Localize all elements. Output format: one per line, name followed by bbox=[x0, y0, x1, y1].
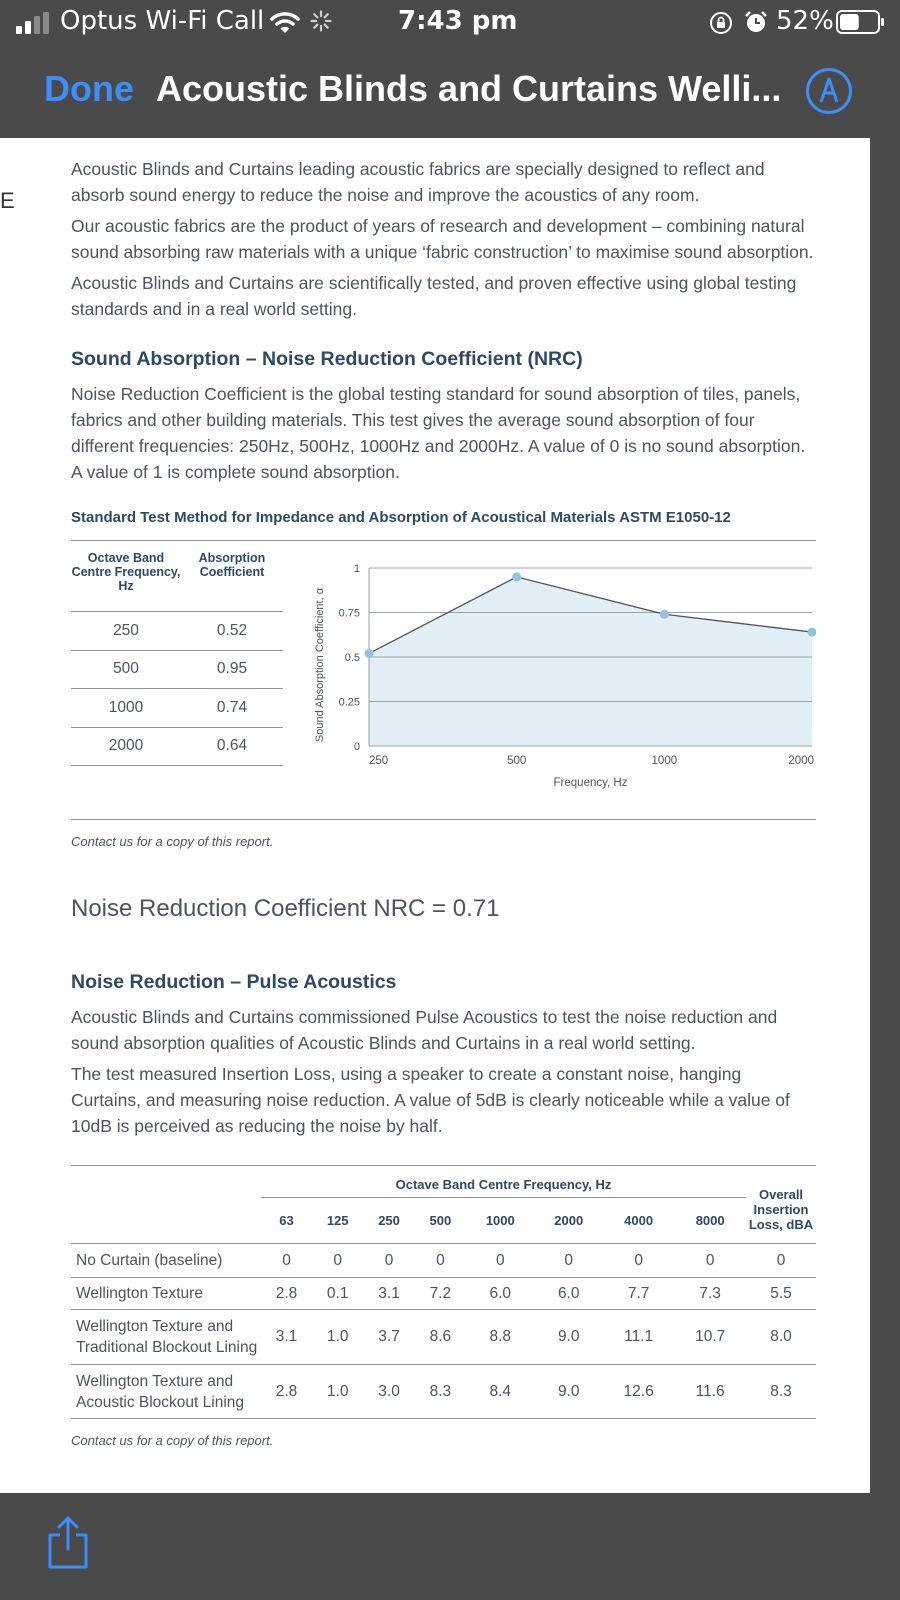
alarm-icon bbox=[744, 10, 768, 34]
table-row bbox=[71, 1244, 816, 1278]
row-label: Wellington Texture and Traditional Blockout Lining bbox=[71, 1310, 261, 1365]
coefficient-cell: 0.64 bbox=[216, 737, 248, 755]
value-cell: 0 bbox=[466, 1244, 534, 1278]
x-tick-label: 2000 bbox=[788, 755, 814, 767]
row-label: Wellington Texture bbox=[71, 1278, 261, 1310]
empty-header bbox=[71, 1198, 261, 1244]
value-cell: 1.0 bbox=[312, 1365, 363, 1419]
overall-cell: 5.5 bbox=[746, 1278, 816, 1310]
frequency-header: 2000 bbox=[554, 1213, 584, 1228]
value-cell: 9.0 bbox=[535, 1310, 603, 1365]
value-cell: 8.6 bbox=[415, 1310, 466, 1365]
value-cell: 3.1 bbox=[261, 1310, 312, 1365]
value-cell: 8.4 bbox=[466, 1365, 534, 1419]
frequency-cell: 2000 bbox=[108, 737, 144, 755]
document-page[interactable] bbox=[0, 138, 870, 1493]
table-bottom-rule bbox=[71, 765, 283, 766]
nav-bar bbox=[0, 44, 900, 138]
nrc-description: Noise Reduction Coefficient is the global testing standard for sound absorption of tiles, panels, fabrics and other building materials. This test gives the average sound absorption of four different frequencies: 250Hz, 500Hz, 1000Hz and 2000Hz. A value of 0 is no sound absorption. A value of 1 is complete sound absorption. bbox=[71, 384, 806, 482]
table-row bbox=[71, 611, 283, 650]
value-cell: 2.8 bbox=[261, 1278, 312, 1310]
frequency-header: 125 bbox=[326, 1213, 349, 1228]
y-tick-label: 0 bbox=[353, 741, 360, 753]
y-tick-label: 1 bbox=[353, 563, 360, 575]
y-tick-label: 0.75 bbox=[338, 607, 360, 620]
frequency-cell: 500 bbox=[113, 660, 139, 678]
pulse-heading: Noise Reduction – Pulse Acoustics bbox=[71, 971, 397, 993]
table-row bbox=[71, 1365, 816, 1419]
y-tick-label: 0.25 bbox=[338, 696, 360, 709]
value-cell: 2.8 bbox=[261, 1365, 312, 1419]
y-tick-label: 0.5 bbox=[344, 652, 360, 664]
x-tick-label: 250 bbox=[369, 755, 389, 767]
coefficient-cell: 0.52 bbox=[216, 621, 248, 639]
frequency-cell: 1000 bbox=[108, 698, 144, 716]
x-axis-label: Frequency, Hz bbox=[553, 777, 628, 789]
frequency-header: 500 bbox=[429, 1213, 452, 1228]
done-button[interactable]: Done bbox=[44, 68, 134, 109]
frequency-header: 250 bbox=[378, 1213, 400, 1228]
value-cell: 3.0 bbox=[363, 1365, 414, 1419]
value-cell: 1.0 bbox=[312, 1310, 363, 1365]
absorption-chart bbox=[311, 541, 816, 811]
absorption-table-header bbox=[71, 551, 283, 611]
overall-cell: 0 bbox=[746, 1244, 816, 1278]
frequency-header: 1000 bbox=[485, 1213, 515, 1228]
overall-cell: 8.0 bbox=[746, 1310, 816, 1365]
value-cell: 11.1 bbox=[603, 1310, 674, 1365]
value-cell: 0 bbox=[261, 1244, 312, 1278]
frequency-header: 4000 bbox=[624, 1213, 654, 1228]
pulse-paragraph: Acoustic Blinds and Curtains commissioned Pulse Acoustics to test the noise reduction and sound absorption qualities of Acoustic Blinds and Curtains in a real world setting. bbox=[71, 1007, 778, 1053]
value-cell: 9.0 bbox=[535, 1365, 603, 1419]
x-tick-label: 1000 bbox=[651, 755, 678, 767]
table-row bbox=[71, 1278, 816, 1310]
overall-cell: 8.3 bbox=[746, 1365, 816, 1419]
value-cell: 0 bbox=[603, 1244, 674, 1278]
empty-header bbox=[71, 1166, 261, 1198]
area-fill bbox=[369, 577, 812, 746]
value-cell: 6.0 bbox=[535, 1278, 603, 1310]
coefficient-cell: 0.74 bbox=[216, 698, 248, 716]
value-cell: 0 bbox=[535, 1244, 603, 1278]
table-header-row bbox=[71, 1166, 816, 1198]
y-axis-label: Sound Absorption Coefficient, α bbox=[314, 587, 326, 743]
value-cell: 12.6 bbox=[603, 1365, 674, 1419]
row-label: No Curtain (baseline) bbox=[71, 1244, 261, 1278]
value-cell: 7.3 bbox=[674, 1278, 746, 1310]
frequency-header: 63 bbox=[279, 1213, 294, 1228]
page-title: Acoustic Blinds and Curtains Welli... bbox=[156, 68, 782, 109]
pulse-paragraph: The test measured Insertion Loss, using a speaker to create a constant noise, hanging Curtains, and measuring noise reduction. A value of 5dB is clearly noticeable while a value of 10dB is perceived as reducing the noise by half. bbox=[71, 1064, 790, 1136]
rotation-lock-icon bbox=[709, 11, 733, 35]
value-cell: 8.8 bbox=[466, 1310, 534, 1365]
carrier-name: Optus Wi-Fi Call bbox=[60, 6, 265, 36]
value-cell: 6.0 bbox=[466, 1278, 534, 1310]
row-label: Wellington Texture and Acoustic Blockout Lining bbox=[71, 1365, 261, 1419]
x-tick-label: 500 bbox=[507, 755, 527, 767]
side-letter: E bbox=[0, 188, 15, 213]
contact-note: Contact us for a copy of this report. bbox=[71, 1433, 274, 1448]
intro-paragraph: Our acoustic fabrics are the product of years of research and development – combining natural sound absorbing raw materials with a unique ‘fabric construction’ to maximise sound absorption. bbox=[71, 216, 814, 262]
test-method-heading: Standard Test Method for Impedance and Absorption of Acoustical Materials ASTM E1050-12 bbox=[71, 509, 731, 526]
battery-icon bbox=[836, 10, 886, 34]
value-cell: 0 bbox=[415, 1244, 466, 1278]
frequency-column-header: Octave Band Centre Frequency, Hz bbox=[71, 551, 181, 593]
wifi-icon bbox=[270, 10, 300, 34]
value-cell: 0 bbox=[363, 1244, 414, 1278]
table-row bbox=[71, 650, 283, 689]
data-point bbox=[512, 572, 521, 581]
frequency-header-row bbox=[71, 1198, 816, 1244]
table-row bbox=[71, 727, 283, 766]
value-cell: 0 bbox=[674, 1244, 746, 1278]
coefficient-cell: 0.95 bbox=[216, 660, 248, 678]
value-cell: 3.7 bbox=[363, 1310, 414, 1365]
data-point bbox=[660, 610, 669, 619]
signal-icon bbox=[16, 12, 50, 34]
document-body bbox=[71, 156, 816, 1448]
bottom-toolbar bbox=[0, 1493, 900, 1600]
markup-icon[interactable] bbox=[805, 67, 853, 115]
overall-header: Overall Insertion Loss, dBA bbox=[748, 1187, 814, 1232]
nrc-heading: Sound Absorption – Noise Reduction Coefficient (NRC) bbox=[71, 348, 583, 370]
intro-paragraph: Acoustic Blinds and Curtains leading acoustic fabrics are specially designed to reflect and absorb sound energy to reduce the noise and improve the acoustics of any room. bbox=[71, 159, 765, 205]
clock: 7:43 pm bbox=[398, 6, 518, 36]
status-bar bbox=[0, 0, 900, 44]
coefficient-column-header: Absorption Coefficient bbox=[198, 551, 266, 579]
value-cell: 0 bbox=[312, 1244, 363, 1278]
absorption-table bbox=[71, 551, 283, 766]
share-icon[interactable] bbox=[46, 1515, 90, 1571]
battery-percent: 52% bbox=[776, 6, 834, 36]
band-header: Octave Band Centre Frequency, Hz bbox=[261, 1166, 746, 1198]
table-row bbox=[71, 1310, 816, 1365]
spinner-icon bbox=[310, 10, 332, 32]
value-cell: 10.7 bbox=[674, 1310, 746, 1365]
frequency-cell: 250 bbox=[113, 621, 139, 639]
value-cell: 7.2 bbox=[415, 1278, 466, 1310]
intro-paragraph: Acoustic Blinds and Curtains are scientifically tested, and proven effective using global testing standards and in a real world setting. bbox=[71, 273, 797, 319]
value-cell: 11.6 bbox=[674, 1365, 746, 1419]
value-cell: 8.3 bbox=[415, 1365, 466, 1419]
absorption-chart-block bbox=[71, 540, 816, 820]
value-cell: 7.7 bbox=[603, 1278, 674, 1310]
contact-note: Contact us for a copy of this report. bbox=[71, 834, 274, 849]
insertion-loss-table bbox=[71, 1165, 816, 1419]
frequency-header: 8000 bbox=[695, 1213, 725, 1228]
data-point bbox=[365, 649, 374, 658]
value-cell: 0.1 bbox=[312, 1278, 363, 1310]
value-cell: 3.1 bbox=[363, 1278, 414, 1310]
nrc-result: Noise Reduction Coefficient NRC = 0.71 bbox=[71, 895, 500, 922]
table-row bbox=[71, 688, 283, 727]
